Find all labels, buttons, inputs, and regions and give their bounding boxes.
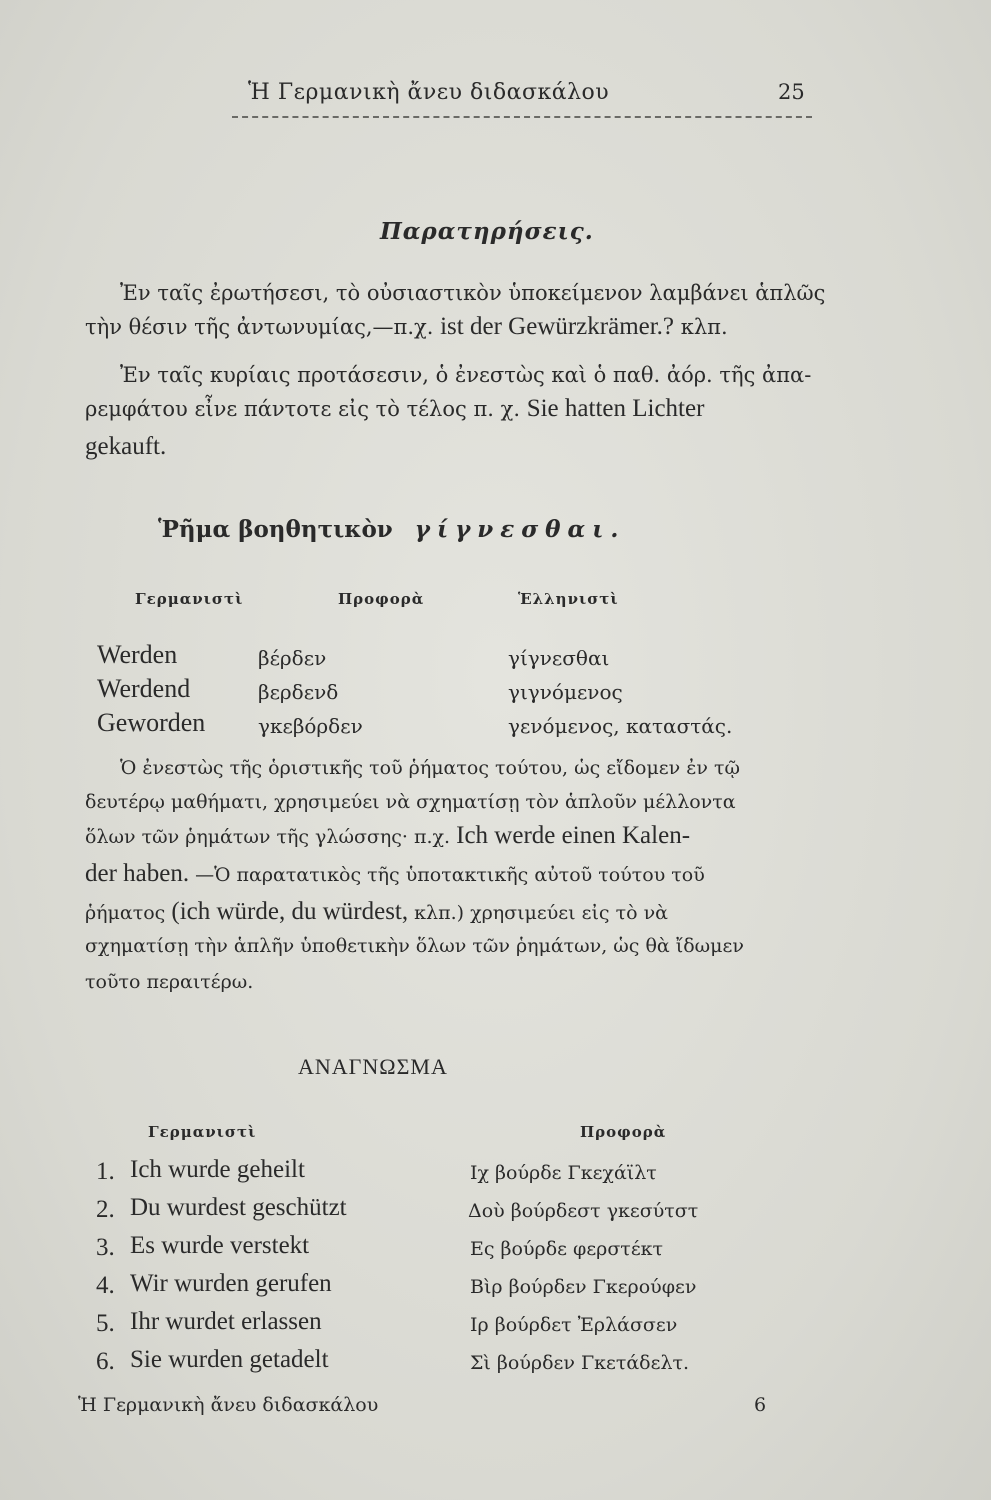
verb-row-greek: γιγνόμενος [508, 680, 623, 704]
observation-2-german: Sie hatten Lichter [526, 395, 705, 422]
reading-row-pronunciation: Ες βούρδε φερστέκτ [470, 1238, 664, 1260]
reading-header-german: Γερμανιστὶ [148, 1123, 257, 1141]
reading-heading: ΑΝΑΓΝΩΣΜΑ [298, 1054, 448, 1079]
paragraph-3-line-4 [85, 858, 705, 891]
reading-row-pronunciation: Ιχ βούρδε Γκεχάϊλτ [470, 1162, 657, 1184]
paragraph-3-greek: ῥήματος [85, 902, 166, 924]
observation-1-greek: τὴν θέσιν τῆς ἀντωνυμίας,—π.χ. [85, 315, 434, 339]
paragraph-3-line-1: Ὁ ἐνεστὼς τῆς ὁριστικῆς τοῦ ῥήματος τούτου, ὡς εἴδομεν ἐν τῷ [120, 757, 741, 779]
running-header-title: Ἡ Γερμανικὴ ἄνευ διδασκάλου [248, 80, 610, 105]
verb-row-greek: γίγνεσθαι [508, 646, 610, 670]
paragraph-3-greek: —Ὁ παρατατικὸς τῆς ὑποτακτικῆς αὐτοῦ τούτου τοῦ [195, 864, 705, 886]
reading-row-german: Es wurde verstekt [130, 1232, 310, 1259]
reading-row-pronunciation: Δοὺ βούρδεστ γκεσύτστ [468, 1200, 699, 1222]
paragraph-3-greek: ὅλων τῶν ῥημάτων τῆς γλώσσης· π.χ. [85, 826, 451, 848]
observation-1-line-2 [85, 312, 728, 342]
verb-row-german: Geworden [97, 708, 206, 737]
reading-row-german: Sie wurden getadelt [130, 1346, 329, 1373]
verb-table-header-greek: Ἑλληνιστὶ [518, 590, 619, 608]
verb-table-header-pronunciation: Προφορὰ [338, 590, 425, 608]
verb-table-header-german: Γερμανιστὶ [135, 590, 244, 608]
observations-heading: Παρατηρήσεις. [380, 218, 594, 245]
verb-heading-word: γίγνεσθαι. [414, 516, 626, 543]
observation-1-end: κλπ. [680, 315, 728, 339]
paragraph-3-line-5 [85, 896, 668, 929]
verb-row-german: Werdend [97, 674, 191, 703]
footer-title: Ἡ Γερμανικὴ ἄνευ διδασκάλου [78, 1394, 379, 1416]
reading-row-german: Du wurdest geschützt [130, 1194, 347, 1221]
paragraph-3-line-3 [85, 820, 690, 853]
footer-signature: 6 [754, 1394, 767, 1416]
reading-row-number: 3. [96, 1234, 115, 1261]
reading-row-number: 1. [96, 1158, 115, 1185]
paragraph-3-line-6: σχηματίσῃ τὴν ἁπλῆν ὑποθετικὴν ὅλων τῶν ῥημάτων, ὡς θὰ ἴδωμεν [85, 935, 744, 957]
paragraph-3-line-7: τοῦτο περαιτέρω. [85, 971, 254, 993]
page-number: 25 [778, 80, 805, 104]
verb-row-pronunciation: βέρδεν [258, 646, 327, 670]
reading-row-german: Wir wurden gerufen [130, 1270, 332, 1297]
reading-row-pronunciation: Σὶ βούρδεν Γκετάδελτ. [470, 1352, 690, 1374]
observation-2-line-2 [85, 394, 704, 424]
reading-row-german: Ich wurde geheilt [130, 1156, 305, 1183]
paragraph-3-greek: κλπ.) χρησιμεύει εἰς τὸ νὰ [414, 902, 668, 924]
paragraph-3-german: Ich werde einen Kalen- [456, 822, 691, 849]
header-rule [232, 116, 812, 118]
reading-row-pronunciation: Ιρ βούρδετ Ἐρλάσσεν [470, 1314, 678, 1336]
reading-row-number: 2. [96, 1196, 115, 1223]
reading-row-german: Ihr wurdet erlassen [130, 1308, 322, 1335]
observation-2-line-3: gekauft. [85, 433, 167, 460]
paragraph-3-german: der haben. [85, 860, 190, 887]
reading-row-number: 5. [96, 1310, 115, 1337]
verb-row-german: Werden [97, 640, 178, 669]
observation-2-greek: ρεμφάτου εἶνε πάντοτε εἰς τὸ τέλος π. χ. [85, 397, 521, 421]
observation-1-line-1: Ἐν ταῖς ἐρωτήσεσι, τὸ οὐσιαστικὸν ὑποκείμενον λαμβάνει ἁπλῶς [120, 281, 826, 305]
verb-row-greek: γενόμενος, καταστάς. [508, 714, 733, 738]
verb-row-pronunciation: βερδενδ [258, 680, 339, 704]
reading-header-pronunciation: Προφορὰ [580, 1123, 667, 1141]
verb-heading-label: Ῥῆμα βοηθητικὸν [158, 516, 393, 543]
reading-row-pronunciation: Βὶρ βούρδεν Γκερούφεν [470, 1276, 697, 1298]
verb-row-pronunciation: γκεβόρδεν [258, 714, 363, 738]
paragraph-3-line-2: δευτέρῳ μαθήματι, χρησιμεύει νὰ σχηματίσῃ τὸν ἁπλοῦν μέλλοντα [85, 791, 736, 813]
observation-1-german: ist der Gewürzkrämer.? [440, 313, 675, 340]
reading-row-number: 4. [96, 1272, 115, 1299]
paragraph-3-german: (ich würde, du würdest, [171, 898, 409, 925]
verb-heading [158, 516, 625, 543]
observation-2-line-1: Ἐν ταῖς κυρίαις προτάσεσιν, ὁ ἐνεστὼς καὶ ὁ παθ. ἀόρ. τῆς ἀπα- [120, 363, 812, 387]
reading-row-number: 6. [96, 1348, 115, 1375]
